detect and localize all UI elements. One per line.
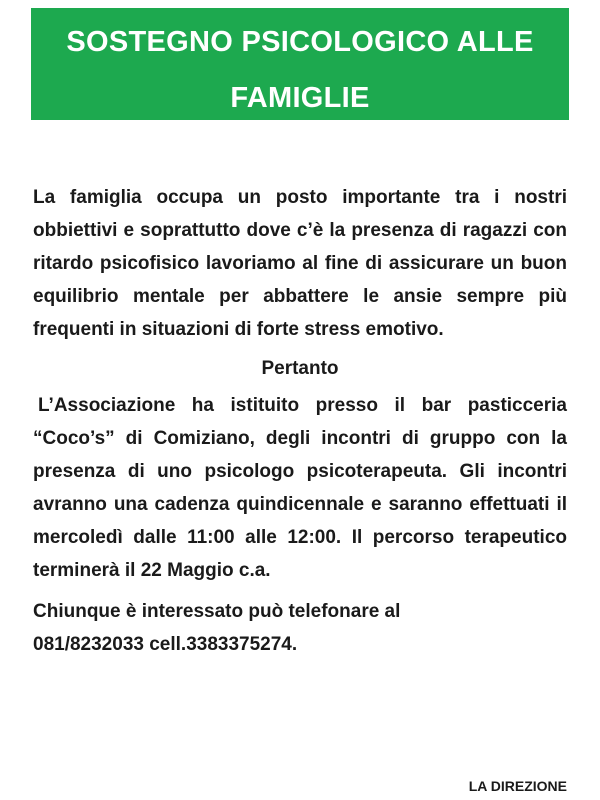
contact-line-1: Chiunque è interessato può telefonare al [33,601,401,622]
pertanto-heading: Pertanto [261,358,339,379]
association-paragraph: L’Associazione ha istituito presso il bar pasticceria “Coco’s” di Comiziano, degli incontri di gruppo con la presenza di uno psicologo psicoterapeuta. Gli incontri avranno una cadenza quindicennale e saranno effettuati il mercoledì dalle 11:00 alle 12:00. Il percorso terapeutico terminerà il 22 Maggio c.a. [33,395,567,581]
title-banner [31,8,569,120]
contact-block [33,595,567,661]
title-line-1: SOSTEGNO PSICOLOGICO ALLE [66,26,534,58]
title-line-2: FAMIGLIE [230,82,370,114]
signature: LA DIREZIONE [468,778,567,794]
document-body [33,181,567,661]
intro-paragraph: La famiglia occupa un posto importante tra i nostri obbiettivi e soprattutto dove c’è la presenza di ragazzi con ritardo psicofisico lavoriamo al fine di assicurare un buon equilibrio mentale per abbattere le ansie sempre più frequenti in situazioni di forte stress emotivo. [33,187,567,340]
contact-phone-numbers: 081/8232033 cell.3383375274. [33,634,298,655]
